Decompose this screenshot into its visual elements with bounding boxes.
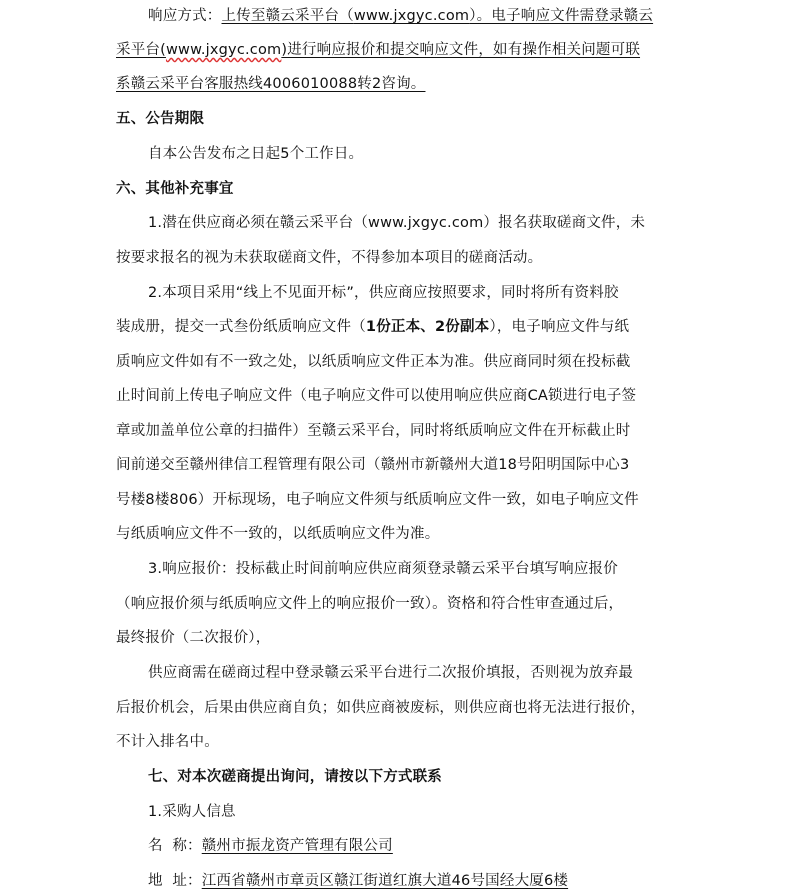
section-7-heading: 七、对本次磋商提出询问，请按以下方式联系 bbox=[148, 769, 442, 785]
purchaser-address-row bbox=[148, 871, 568, 891]
platform-site-link[interactable]: www.jxgyc.com bbox=[353, 8, 470, 24]
section-6-p3-line-3: 最终报价（二次报价）， bbox=[116, 630, 271, 646]
purchaser-address-value: 江西省赣州市章贡区赣江街道红旗大道46号国经大厦6楼 bbox=[201, 873, 569, 889]
response-method-line-1-rest: ）。电子响应文件需登录赣云 bbox=[469, 8, 654, 24]
response-method-upload-text: 上传至赣云采平台（ bbox=[221, 8, 354, 24]
section-5-text: 自本公告发布之日起5个工作日。 bbox=[148, 146, 364, 162]
section-6-p2-line-8: 与纸质响应文件不一致的，以纸质响应文件为准。 bbox=[116, 526, 440, 542]
response-method-line-2-rest: )进行响应报价和提交响应文件，如有操作相关问题可联 bbox=[281, 42, 641, 58]
section-6-p1-line-1: 1.潜在供应商必须在赣云采平台（www.jxgyc.com）报名获取磋商文件，未 bbox=[148, 215, 646, 231]
purchaser-info-subheading: 1.采购人信息 bbox=[148, 804, 236, 820]
purchaser-name-label: 名 称： bbox=[148, 838, 202, 854]
purchaser-name-value: 赣州市振龙资产管理有限公司 bbox=[201, 838, 393, 854]
purchaser-name-row bbox=[148, 836, 393, 856]
section-6-p3-line-2: （响应报价须与纸质响应文件上的响应报价一致）。资格和符合性审查通过后， bbox=[116, 596, 624, 612]
hotline-text: 系赣云采平台客服热线4006010088转2咨询。 bbox=[116, 76, 426, 92]
platform-site-link-2[interactable]: www.jxgyc.com bbox=[165, 42, 282, 58]
section-6-p2-line-7: 号楼8楼806）开标现场，电子响应文件须与纸质响应文件一致，如电子响应文件 bbox=[116, 492, 639, 508]
section-6-p4-line-2: 后报价机会，后果由供应商自负；如供应商被废标，则供应商也将无法进行报价， bbox=[116, 700, 646, 716]
response-method-label: 响应方式： bbox=[148, 8, 222, 24]
section-6-p2-line-4: 止时间前上传电子响应文件（电子响应文件可以使用响应供应商CA锁进行电子签 bbox=[116, 388, 637, 404]
section-5-heading: 五、公告期限 bbox=[116, 111, 205, 127]
copies-emphasis: 1份正本、2份副本 bbox=[365, 319, 490, 335]
section-6-p2-line-2-end: ），电子响应文件与纸 bbox=[489, 319, 630, 335]
section-6-p2-line-5: 章或加盖单位公章的扫描件）至赣云采平台，同时将纸质响应文件在开标截止时 bbox=[116, 423, 631, 439]
purchaser-address-label: 地 址： bbox=[148, 873, 202, 889]
section-6-p1-line-2: 按要求报名的视为未获取磋商文件，不得参加本项目的磋商活动。 bbox=[116, 250, 543, 266]
section-6-p4-line-3: 不计入排名中。 bbox=[116, 734, 219, 750]
response-method-line-2-start: 采平台( bbox=[116, 42, 166, 58]
section-6-p3-line-1: 3.响应报价：投标截止时间前响应供应商须登录赣云采平台填写响应报价 bbox=[148, 561, 618, 577]
section-6-p4-line-1: 供应商需在磋商过程中登录赣云采平台进行二次报价填报，否则视为放弃最 bbox=[148, 665, 634, 681]
response-method-line-3 bbox=[116, 74, 425, 94]
section-6-p2-line-3: 质响应文件如有不一致之处，以纸质响应文件正本为准。供应商同时须在投标截 bbox=[116, 354, 631, 370]
response-method-line-1 bbox=[148, 6, 653, 26]
section-6-p2-line-1: 2.本项目采用“线上不见面开标”，供应商应按照要求，同时将所有资料胶 bbox=[148, 285, 619, 301]
section-6-p2-line-2-start: 装成册，提交一式叁份纸质响应文件（ bbox=[116, 319, 366, 335]
section-6-p2-line-2 bbox=[116, 317, 629, 337]
response-method-line-2 bbox=[116, 40, 640, 60]
section-6-p2-line-6: 间前递交至赣州律信工程管理有限公司（赣州市新赣州大道18号阳明国际中心3 bbox=[116, 457, 630, 473]
section-6-heading: 六、其他补充事宜 bbox=[116, 181, 234, 197]
